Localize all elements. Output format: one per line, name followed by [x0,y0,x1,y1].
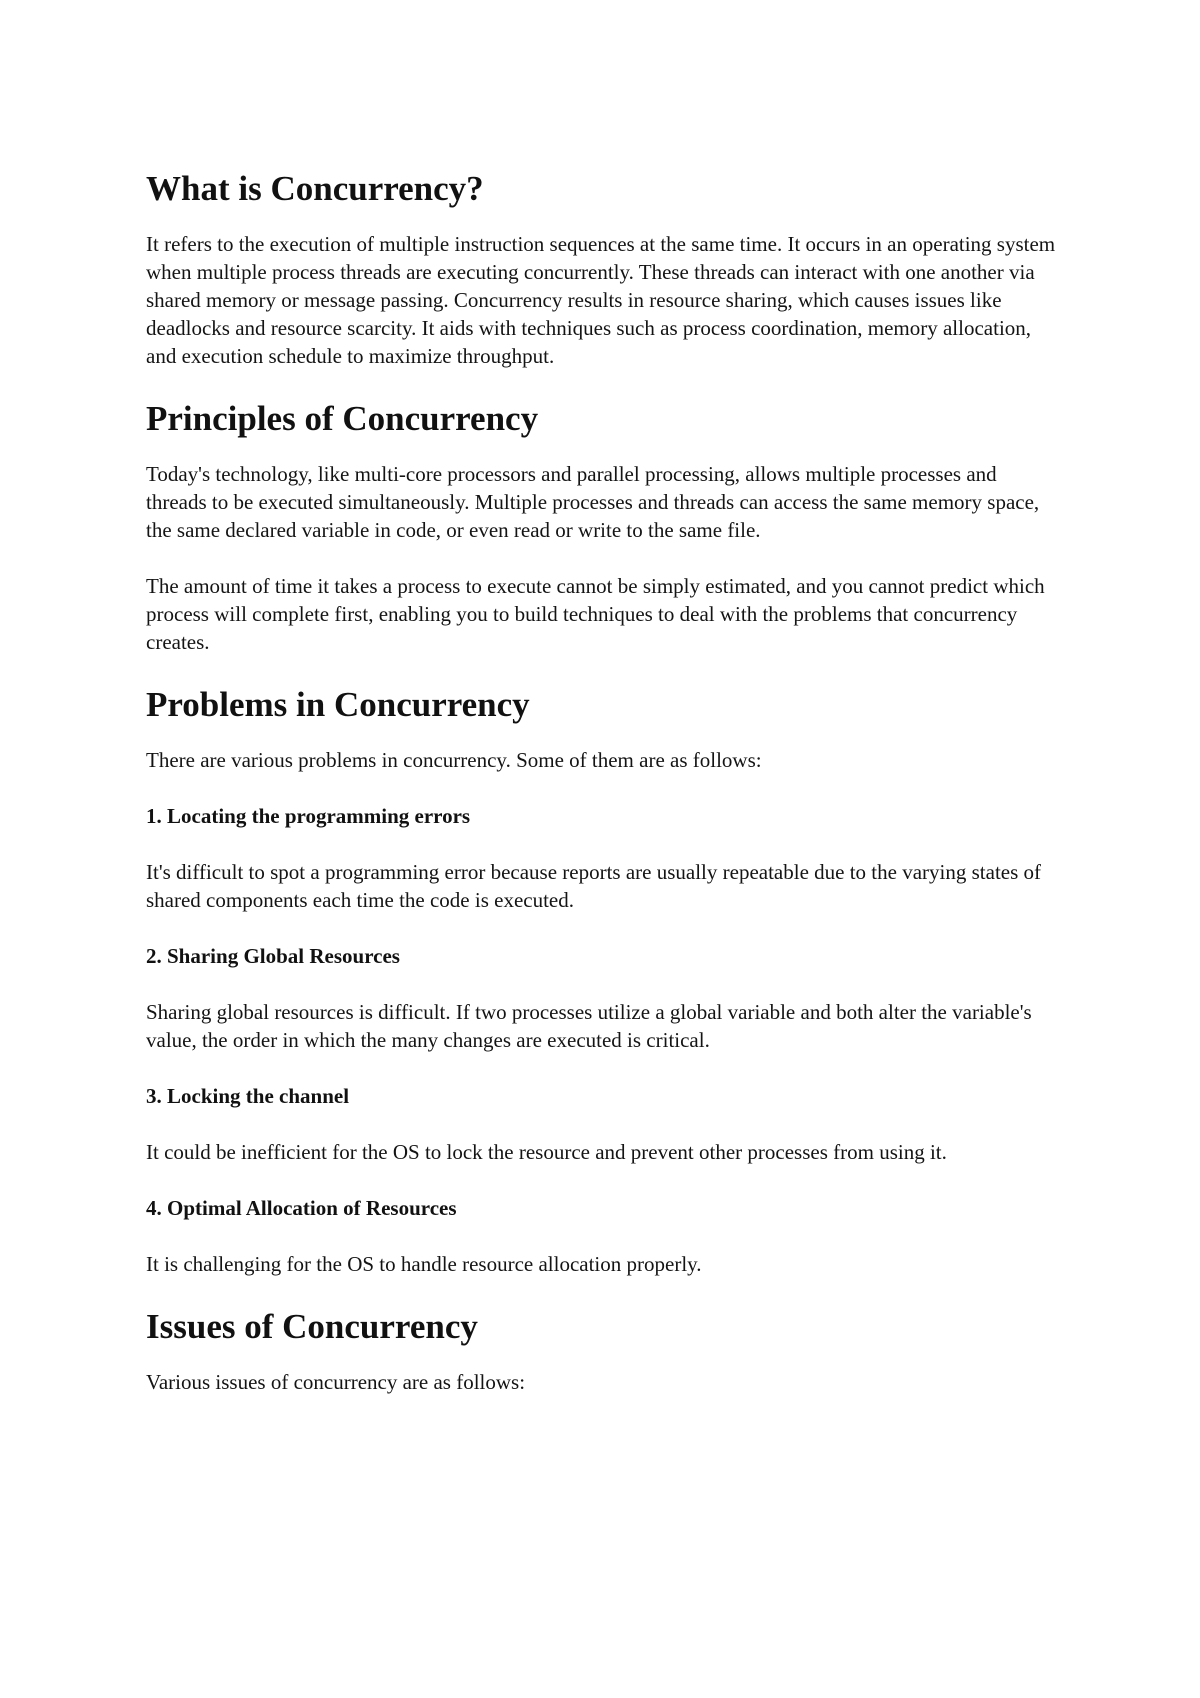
subheading-optimal-allocation: 4. Optimal Allocation of Resources [146,1196,457,1220]
paragraph-problems-intro: There are various problems in concurrency. Some of them are as follows: [146,748,762,772]
heading-problems-in-concurrency: Problems in Concurrency [146,685,530,724]
heading-issues-of-concurrency: Issues of Concurrency [146,1307,478,1346]
heading-principles-of-concurrency: Principles of Concurrency [146,399,539,438]
subheading-sharing-global-resources: 2. Sharing Global Resources [146,944,400,968]
heading-what-is-concurrency: What is Concurrency? [146,169,484,208]
document-content [146,168,1056,1396]
paragraph-principles-1: Today's technology, like multi-core processors and parallel processing, allows multiple processes and threads to be executed simultaneously. Multiple processes and threads can access the same memory space, the same declared variable in code, or even read or write to the same file. [146,462,1040,542]
paragraph-principles-2: The amount of time it takes a process to execute cannot be simply estimated, and you cannot predict which process will complete first, enabling you to build techniques to deal with the problems that concurrency creates. [146,574,1045,654]
paragraph-issues-intro: Various issues of concurrency are as follows: [146,1370,526,1394]
subheading-locating-errors: 1. Locating the programming errors [146,804,471,828]
paragraph-what-is-concurrency: It refers to the execution of multiple instruction sequences at the same time. It occurs in an operating system when multiple process threads are executing concurrently. These threads can interact with one another via shared memory or message passing. Concurrency results in resource sharing, which causes issues like deadlocks and resource scarcity. It aids with techniques such as process coordination, memory allocation, and execution schedule to maximize throughput. [146,232,1056,368]
paragraph-optimal-allocation: It is challenging for the OS to handle resource allocation properly. [146,1252,702,1276]
subheading-locking-channel: 3. Locking the channel [146,1084,350,1108]
paragraph-locking-channel: It could be inefficient for the OS to lock the resource and prevent other processes from using it. [146,1140,947,1164]
paragraph-locating-errors: It's difficult to spot a programming error because reports are usually repeatable due to the varying states of shared components each time the code is executed. [146,860,1042,912]
paragraph-sharing-global-resources: Sharing global resources is difficult. If two processes utilize a global variable and both alter the variable's value, the order in which the many changes are executed is critical. [146,1000,1032,1052]
